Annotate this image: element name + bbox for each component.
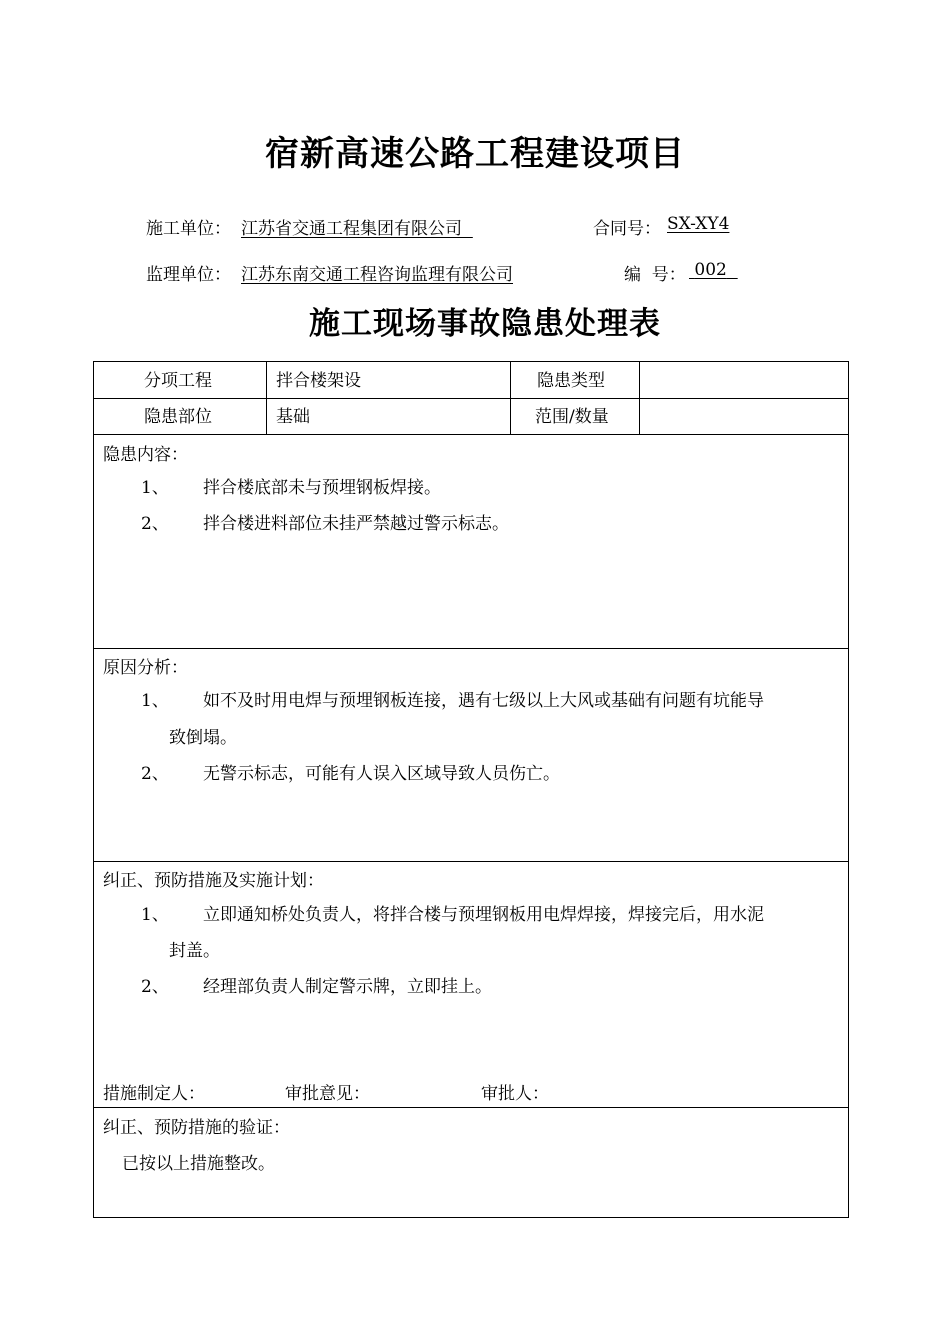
project-title: 宿新高速公路工程建设项目 — [265, 134, 685, 174]
measures-heading: 纠正、预防措施及实施计划： — [103, 871, 324, 891]
scope-quantity-label: 范围/数量 — [535, 407, 609, 427]
hazard-item-number: 2、 — [141, 514, 169, 534]
cause-item-text: 如不及时用电焊与预埋钢板连接，遇有七级以上大风或基础有问题有坑能导 — [203, 691, 764, 711]
subitem-label: 分项工程 — [144, 371, 212, 391]
cause-item-number: 2、 — [141, 764, 169, 784]
measures-item-number: 1、 — [141, 905, 169, 925]
supervision-unit-label: 监理单位： — [146, 265, 231, 285]
row-divider — [94, 861, 848, 862]
row-divider — [94, 1107, 848, 1108]
serial-value: 002 — [694, 260, 727, 280]
subitem-value: 拌合楼架设 — [276, 371, 361, 391]
form-title: 施工现场事故隐患处理表 — [309, 306, 661, 342]
hazard-form-table — [93, 361, 849, 1218]
hazard-location-label: 隐患部位 — [144, 407, 212, 427]
verification-heading: 纠正、预防措施的验证： — [103, 1118, 290, 1138]
cause-item-text: 无警示标志，可能有人误入区域导致人员伤亡。 — [203, 764, 560, 784]
supervision-unit-value: 江苏东南交通工程咨询监理有限公司 — [241, 265, 513, 285]
serial-label: 编 号： — [624, 265, 686, 285]
measures-item-number: 2、 — [141, 977, 169, 997]
cause-heading: 原因分析： — [103, 658, 188, 678]
hazard-item-text: 拌合楼底部未与预埋钢板焊接。 — [203, 478, 441, 498]
measure-maker-label: 措施制定人： — [103, 1084, 205, 1104]
hazard-heading: 隐患内容： — [103, 445, 188, 465]
hazard-item-text: 拌合楼进料部位未挂严禁越过警示标志。 — [203, 514, 509, 534]
measures-item-text: 经理部负责人制定警示牌，立即挂上。 — [203, 977, 492, 997]
hazard-location-value: 基础 — [276, 407, 310, 427]
cause-item-continuation: 致倒塌。 — [169, 728, 237, 748]
contract-value: SX-XY4 — [667, 214, 730, 234]
approval-opinion-label: 审批意见： — [285, 1084, 370, 1104]
row-divider — [94, 398, 848, 399]
row-divider — [94, 434, 848, 435]
contract-label: 合同号： — [593, 219, 661, 239]
measures-item-text: 立即通知桥处负责人，将拌合楼与预埋钢板用电焊焊接，焊接完后，用水泥 — [203, 905, 764, 925]
construction-unit-label: 施工单位： — [146, 219, 231, 239]
cause-item-number: 1、 — [141, 691, 169, 711]
hazard-item-number: 1、 — [141, 478, 169, 498]
col-divider — [510, 362, 511, 434]
construction-unit-value: 江苏省交通工程集团有限公司 — [241, 219, 462, 239]
approver-label: 审批人： — [481, 1084, 549, 1104]
col-divider — [639, 362, 640, 434]
measures-item-continuation: 封盖。 — [169, 941, 220, 961]
col-divider — [266, 362, 267, 434]
row-divider — [94, 648, 848, 649]
verification-text: 已按以上措施整改。 — [122, 1154, 275, 1174]
hazard-type-label: 隐患类型 — [537, 371, 605, 391]
